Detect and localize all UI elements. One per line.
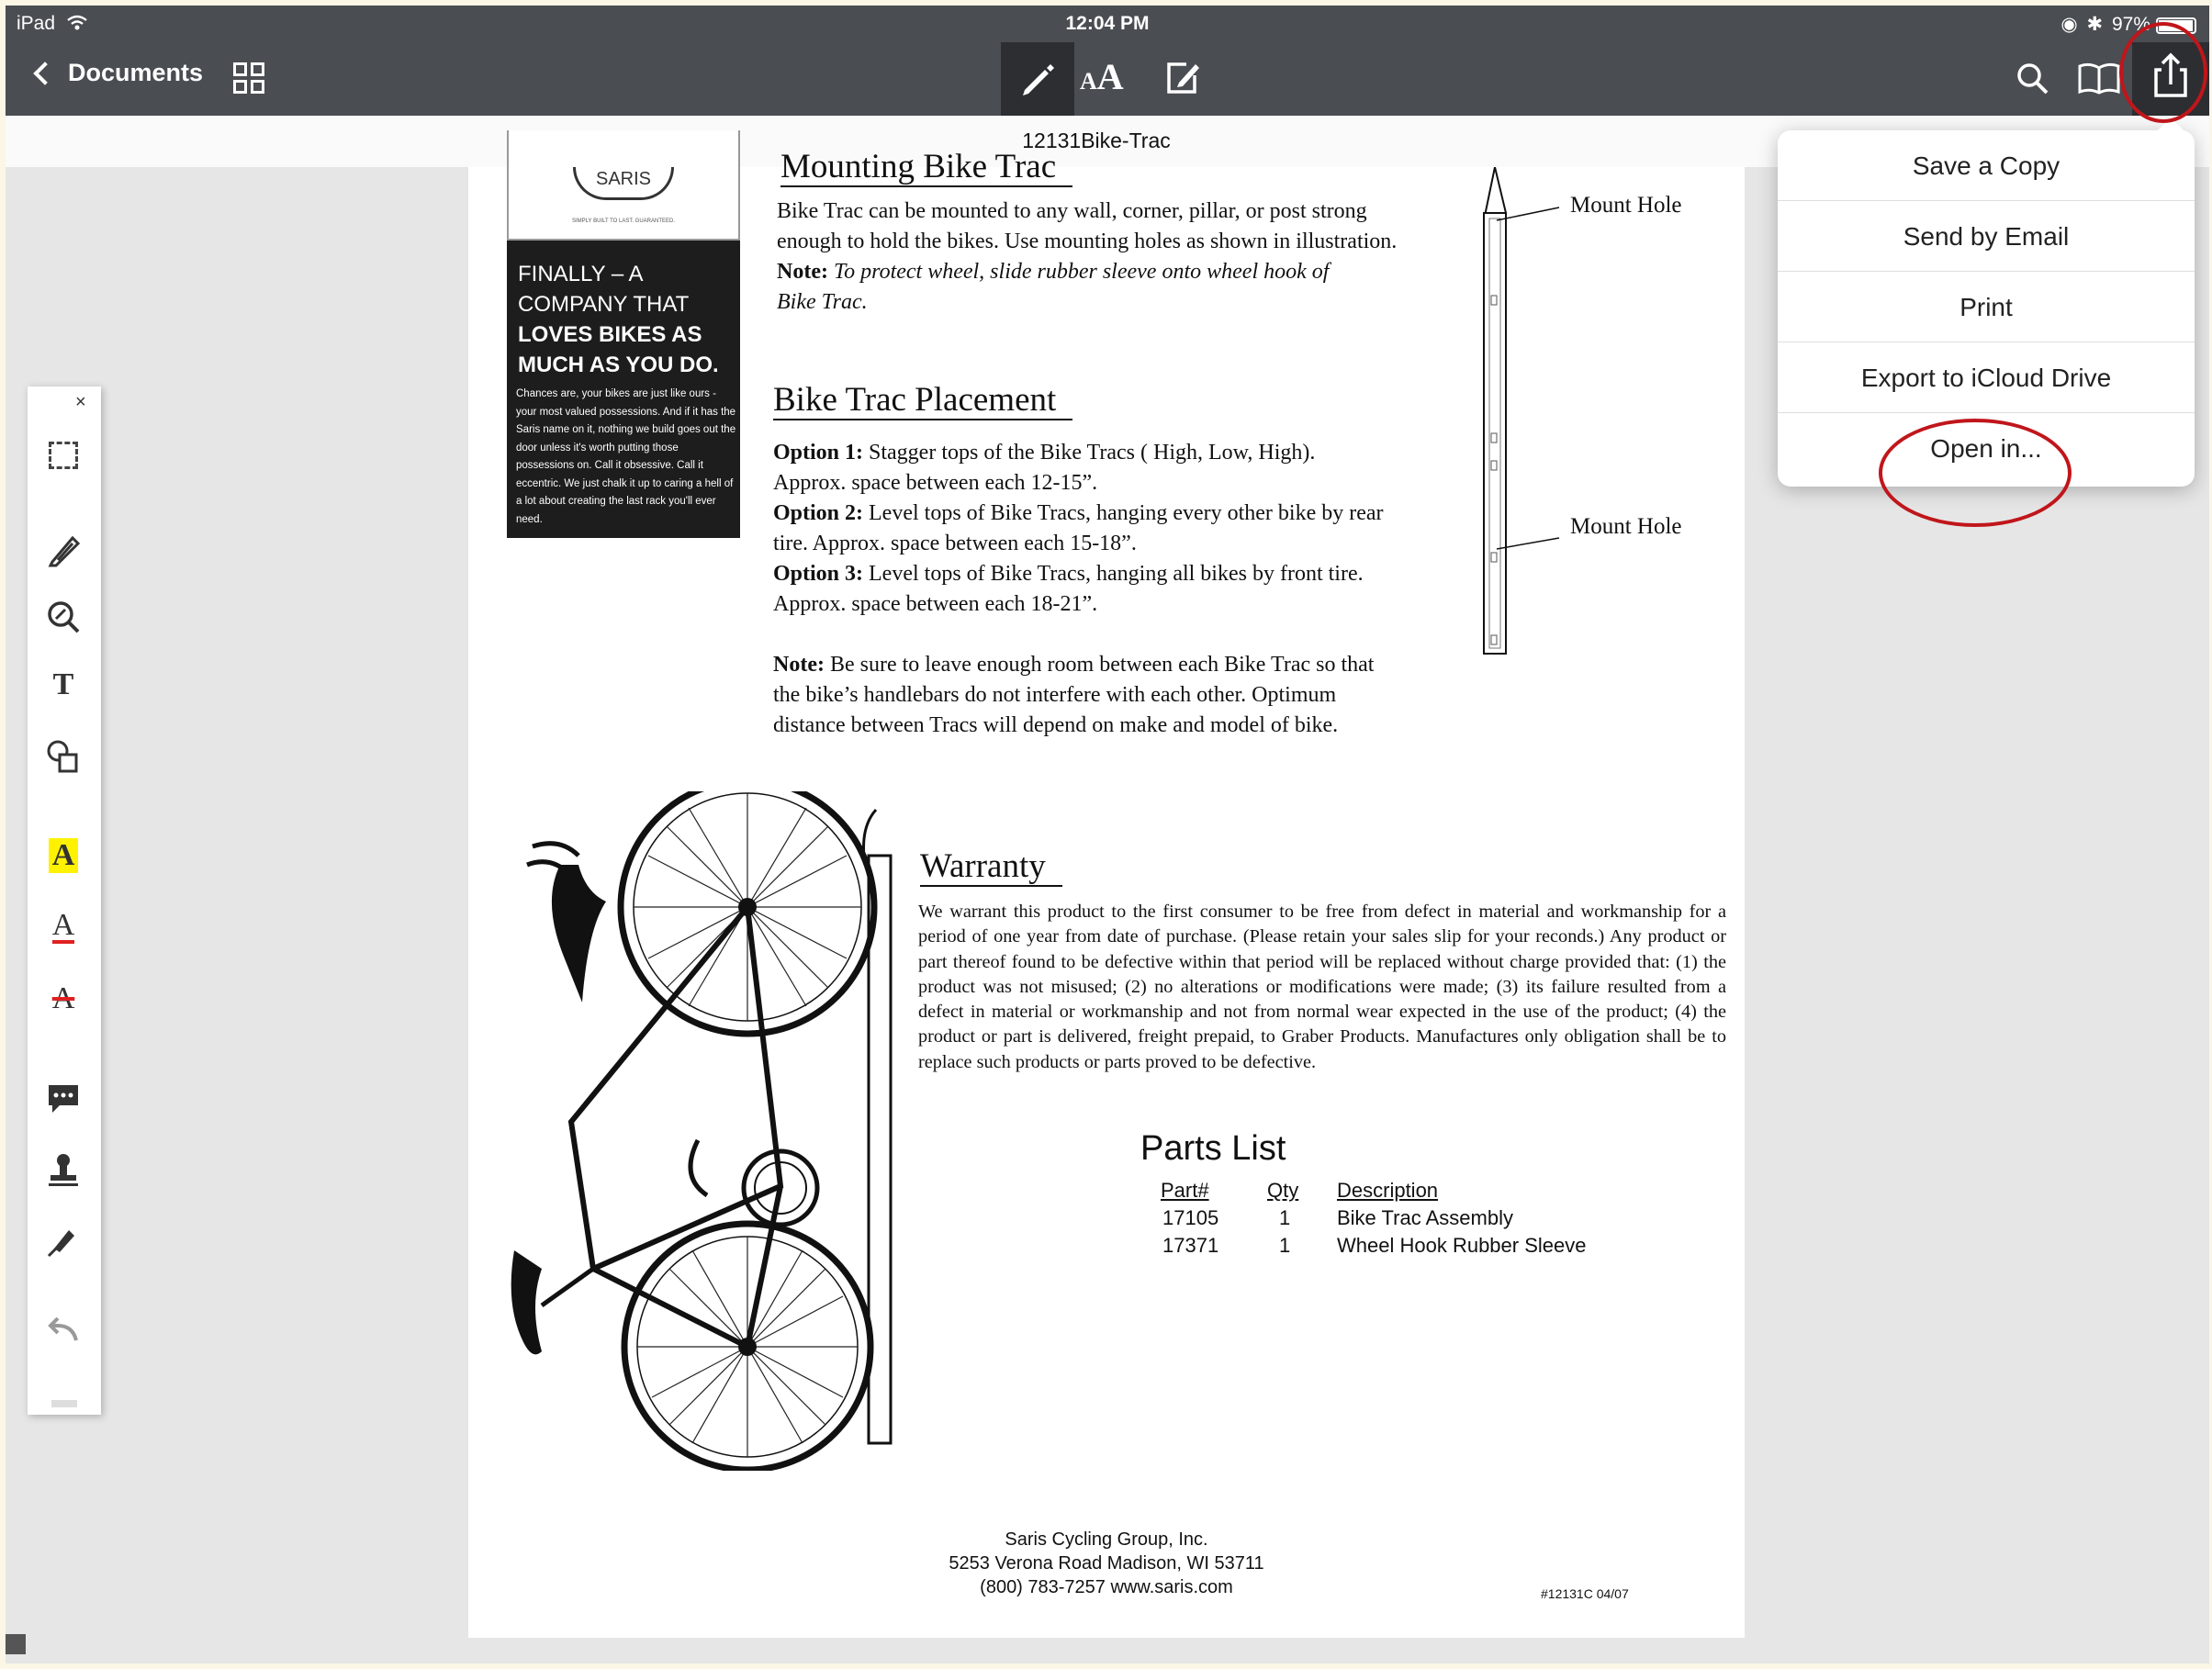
search-icon bbox=[2015, 61, 2051, 97]
menu-send-email[interactable]: Send by Email bbox=[1778, 201, 2195, 272]
text-size-large: A bbox=[1096, 56, 1124, 97]
promo-body: Chances are, your bikes are just like ours - your most valued possessions. And if it has the Saris name on it, nothing we build goes out the door unless it's worth putting those possessions on. Call it obsessive. Call it eccentric. We just chalk it up to caring a hell of a lot about creating the last rack you'll ever need. bbox=[516, 388, 736, 525]
footer-line: Saris Cycling Group, Inc. bbox=[1005, 1529, 1208, 1550]
placement-note bbox=[773, 650, 1434, 680]
promo-headline bbox=[518, 259, 738, 380]
annotation-toolbar bbox=[28, 386, 101, 1415]
pen-mode-button[interactable] bbox=[1001, 42, 1074, 116]
parts-header-desc bbox=[1337, 1177, 1438, 1204]
edit-button[interactable] bbox=[1164, 57, 1203, 97]
parts-cell: 1 bbox=[1279, 1206, 1291, 1229]
option-2-label: Option 2: bbox=[773, 501, 864, 525]
menu-print[interactable]: Print bbox=[1778, 272, 2195, 342]
device-label: iPad bbox=[17, 13, 56, 34]
bike-illustration bbox=[505, 791, 918, 1471]
option-2 bbox=[773, 498, 1434, 529]
search-button[interactable] bbox=[2015, 61, 2051, 97]
promo-headline-line: FINALLY – A bbox=[518, 262, 644, 286]
nav-bar bbox=[6, 42, 2209, 116]
option-3 bbox=[773, 559, 1434, 589]
underline-icon[interactable] bbox=[42, 906, 84, 948]
parts-header-qty bbox=[1267, 1177, 1298, 1204]
back-button[interactable] bbox=[29, 59, 203, 87]
bookmarks-button[interactable] bbox=[2077, 62, 2121, 95]
option-3-cont: Approx. space between each 18-21”. bbox=[773, 592, 1098, 616]
option-1 bbox=[773, 438, 1434, 468]
book-icon bbox=[2077, 62, 2121, 95]
option-1-text: Stagger tops of the Bike Tracs ( High, Low, High). bbox=[863, 441, 1316, 465]
grid-icon[interactable] bbox=[233, 62, 266, 95]
status-bar bbox=[6, 6, 2209, 42]
back-chevron-icon bbox=[33, 62, 56, 84]
promo-box bbox=[507, 130, 740, 538]
annotation-circle-share bbox=[2119, 22, 2207, 123]
option-2-cont: tire. Approx. space between each 15-18”. bbox=[773, 532, 1137, 555]
parts-header-part bbox=[1161, 1177, 1209, 1204]
mounting-title: Mounting Bike Trac bbox=[780, 149, 1072, 187]
parts-cell: Bike Trac Assembly bbox=[1337, 1206, 1513, 1229]
undo-icon[interactable] bbox=[42, 1310, 84, 1352]
logo-brand: SARIS bbox=[573, 167, 674, 200]
promo-headline-line: MUCH AS YOU DO. bbox=[518, 353, 719, 377]
mounting-text bbox=[777, 196, 1438, 318]
text-size-button[interactable] bbox=[1080, 55, 1124, 98]
option-1-cont: Approx. space between each 12-15”. bbox=[773, 471, 1098, 495]
footer-line: 5253 Verona Road Madison, WI 53711 bbox=[949, 1553, 1264, 1574]
resize-handle[interactable] bbox=[6, 1634, 26, 1654]
mounting-note-cont bbox=[777, 287, 1438, 318]
mounting-note bbox=[777, 257, 1438, 287]
mount-hole-label-bottom: Mount Hole bbox=[1570, 514, 1682, 539]
shapes-icon[interactable] bbox=[42, 735, 84, 778]
ipad-screen bbox=[6, 6, 2209, 1663]
mounting-line: Bike Trac can be mounted to any wall, corner, pillar, or post strong bbox=[777, 199, 1367, 223]
text-size-small: A bbox=[1080, 68, 1097, 95]
placement-title: Bike Trac Placement bbox=[773, 382, 1072, 420]
document-title: 12131Bike-Trac bbox=[1022, 129, 1171, 152]
footer-line: (800) 783-7257 www.saris.com bbox=[980, 1577, 1233, 1597]
highlight-letter: A bbox=[49, 838, 79, 873]
placement-text bbox=[773, 438, 1434, 741]
saris-logo bbox=[507, 130, 740, 241]
parts-cell: Wheel Hook Rubber Sleeve bbox=[1337, 1234, 1587, 1257]
placement-note-label: Note: bbox=[773, 653, 825, 677]
parts-list-title: Parts List bbox=[1140, 1129, 1286, 1168]
header-qty: Qty bbox=[1267, 1179, 1299, 1202]
magnify-icon[interactable] bbox=[42, 596, 84, 638]
header-desc: Description bbox=[1337, 1179, 1439, 1202]
annotation-circle-open-in bbox=[1879, 419, 2072, 527]
placement-note-cont: the bike’s handlebars do not interfere with each other. Optimum bbox=[773, 683, 1337, 707]
location-icon: ◉ bbox=[2060, 14, 2078, 35]
logo-tagline: SIMPLY BUILT TO LAST. GUARANTEED. bbox=[571, 218, 676, 224]
note-text-2: Bike Trac. bbox=[777, 290, 868, 314]
note-text: To protect wheel, slide rubber sleeve onto wheel hook of bbox=[827, 260, 1330, 284]
placement-note-cont: distance between Tracs will depend on make and model of bike. bbox=[773, 713, 1339, 737]
highlight-icon[interactable] bbox=[42, 834, 84, 877]
bluetooth-icon: ✱ bbox=[2086, 14, 2104, 35]
pen-icon[interactable] bbox=[42, 528, 84, 570]
comment-icon[interactable] bbox=[42, 1077, 84, 1119]
underline-letter: A bbox=[51, 908, 75, 942]
pen-icon bbox=[1001, 42, 1074, 116]
menu-open-in[interactable]: Open in... bbox=[1930, 434, 2042, 463]
status-time: 12:04 PM bbox=[1065, 13, 1150, 34]
edit-icon bbox=[1164, 57, 1203, 97]
signature-icon[interactable] bbox=[42, 1218, 84, 1260]
toolbar-close-icon[interactable]: × bbox=[75, 392, 86, 412]
strikethrough-icon[interactable] bbox=[42, 978, 84, 1020]
back-label: Documents bbox=[68, 59, 204, 86]
document-number: #12131C 04/07 bbox=[1541, 1586, 1629, 1601]
option-3-text: Level tops of Bike Tracs, hanging all bikes by front tire. bbox=[863, 562, 1364, 586]
header-part: Part# bbox=[1161, 1179, 1209, 1202]
option-2-text: Level tops of Bike Tracs, hanging every other bike by rear bbox=[863, 501, 1384, 525]
mount-hole-label-top: Mount Hole bbox=[1570, 193, 1682, 218]
warranty-text: We warrant this product to the first consumer to be free from defect in material and workmanship for a period of one year from date of purchase. (Please retain your sales slip for your reconds.) Any product or part thereof found to be defective within that period will be replaced without charge provided that: (1) the product was not misused; (2) no alterations or modifications were made; (3) its failure resulted from a defect in material or workmanship and not from normal wear expected in the use of the product; (4) the product or part is delivered, freight prepaid, to Graber Products. Manufactures only obligation shall be to replace such products or parts proved to be defective. bbox=[918, 902, 1726, 1072]
text-icon[interactable]: T bbox=[52, 667, 74, 701]
option-3-label: Option 3: bbox=[773, 562, 864, 586]
stamp-icon[interactable] bbox=[42, 1148, 84, 1191]
placement-note-text: Be sure to leave enough room between each Bike Trac so that bbox=[824, 653, 1375, 677]
toolbar-handle[interactable] bbox=[51, 1400, 77, 1407]
parts-cell: 17371 bbox=[1162, 1234, 1219, 1257]
document-footer bbox=[900, 1528, 1313, 1599]
parts-cell: 17105 bbox=[1162, 1206, 1219, 1229]
mount-diagram bbox=[1469, 167, 1561, 663]
note-label: Note: bbox=[777, 260, 828, 284]
strike-letter: A bbox=[51, 981, 75, 1015]
menu-save-copy[interactable]: Save a Copy bbox=[1778, 130, 2195, 201]
option-1-label: Option 1: bbox=[773, 441, 864, 465]
mounting-line: enough to hold the bikes. Use mounting holes as shown in illustration. bbox=[777, 230, 1398, 253]
menu-export-icloud[interactable]: Export to iCloud Drive bbox=[1778, 342, 2195, 413]
select-icon[interactable] bbox=[42, 434, 84, 476]
battery-text: 97% bbox=[2111, 14, 2150, 35]
pdf-page[interactable] bbox=[468, 148, 1745, 1638]
warranty-title: Warranty bbox=[920, 848, 1062, 887]
promo-headline-line: COMPANY THAT bbox=[518, 292, 690, 317]
parts-cell: 1 bbox=[1279, 1234, 1291, 1257]
promo-headline-line: LOVES BIKES AS bbox=[518, 322, 702, 347]
